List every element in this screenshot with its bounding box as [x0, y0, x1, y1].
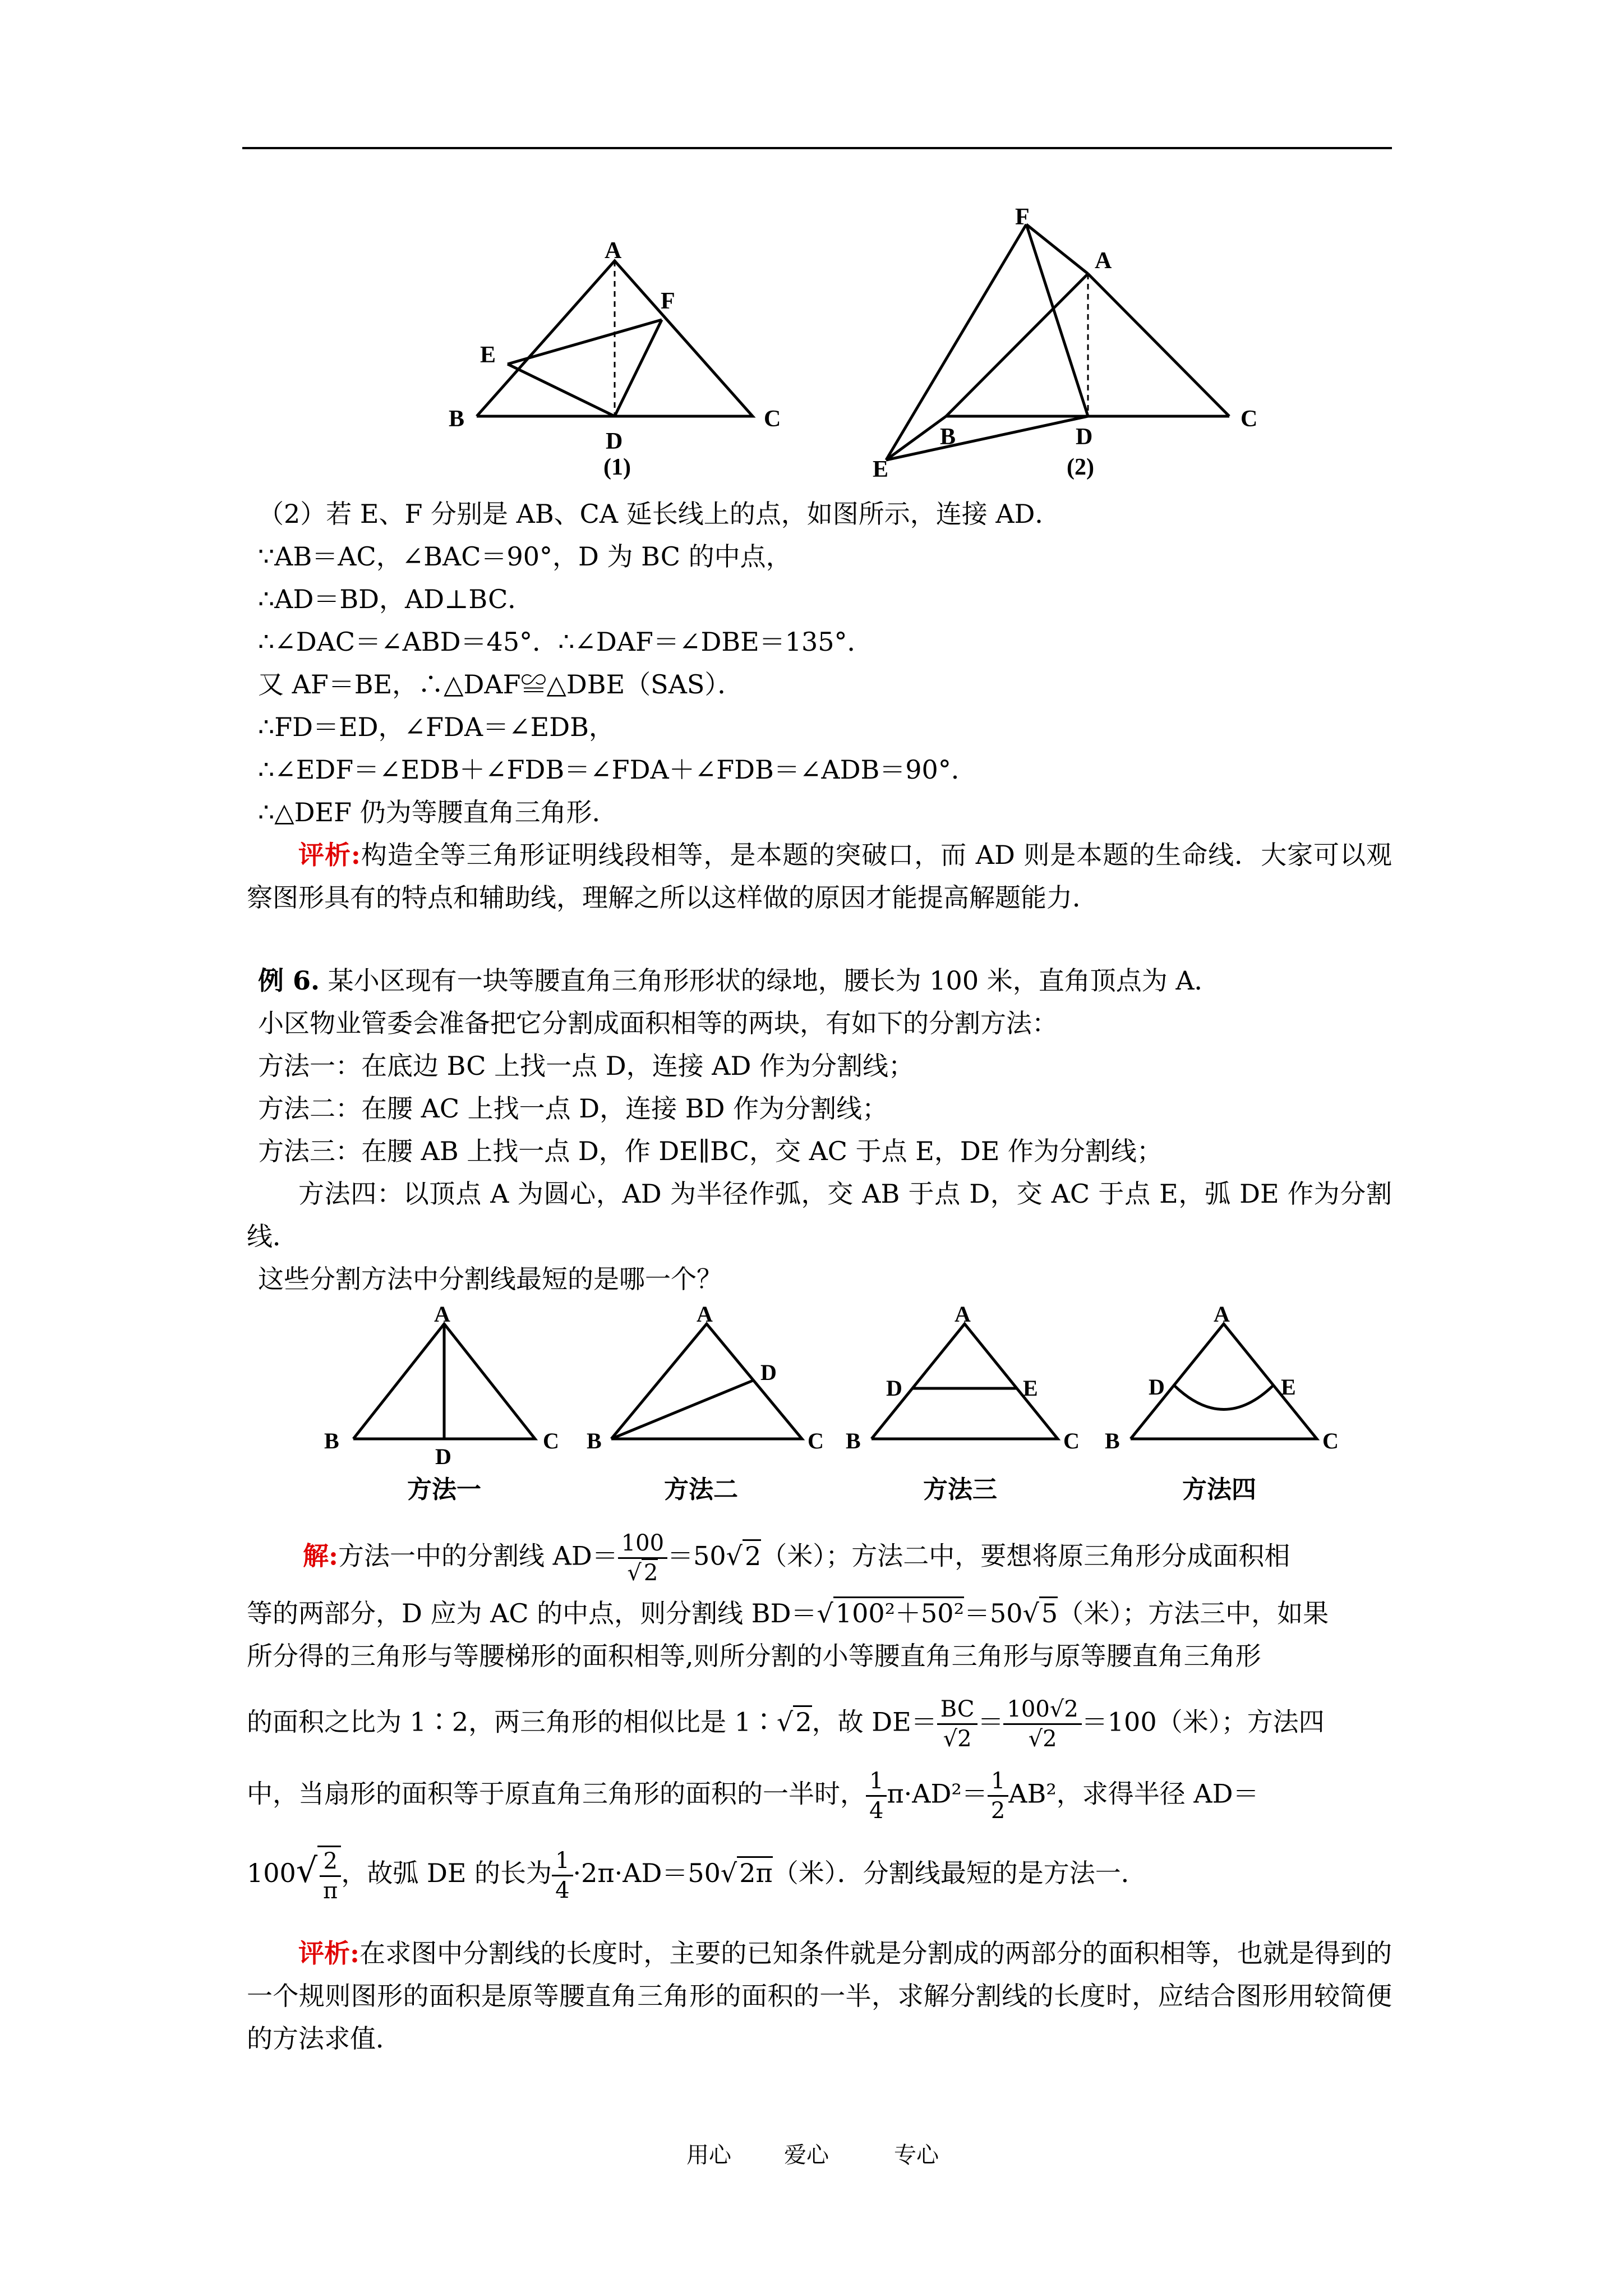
- example-6-line-2: 小区物业管委会准备把它分割成面积相等的两块，有如下的分割方法：: [258, 1008, 1058, 1038]
- m3-label-b: B: [846, 1428, 861, 1453]
- m3-label-a: A: [955, 1301, 971, 1327]
- fig1-label-d: D: [606, 429, 623, 454]
- solution-line-2: 等的两部分，D 应为 AC 的中点，则分割线 BD＝√100²＋50²＝50√5（米）；方法三中，如果: [247, 1592, 1329, 1635]
- m4-label-d: D: [1149, 1374, 1165, 1400]
- comment-1-text: 构造全等三角形证明线段相等，是本题的突破口，而 AD 则是本题的生命线．大家可以观察图形具有的特点和辅助线，理解之所以这样做的原因才能提高解题能力．: [247, 840, 1392, 913]
- m4-label-a: A: [1214, 1301, 1230, 1327]
- proof-line-1: （2）若 E、F 分别是 AB、CA 延长线上的点，如图所示，连接 AD．: [258, 499, 1061, 529]
- solution-line-6: 100√ $\frac{2}{\pi}$ ，故弧 DE 的长为 $\frac{1}{4}$ ·2π·AD＝50√2π（米）．分割线最短的是方法一．: [247, 1846, 1147, 1905]
- m1-label-b: B: [324, 1428, 339, 1453]
- fig2-label-a: A: [1095, 248, 1112, 274]
- fig1-label-b: B: [449, 406, 465, 432]
- fig1-label-f: F: [661, 288, 675, 314]
- proof-line-6: ∴FD＝ED，∠FDA＝∠EDB，: [258, 712, 615, 742]
- example-6-method-4: 方法四：以顶点 A 为圆心，AD 为半径作弧，交 AB 于点 D，交 AC 于点 E，弧 DE 作为分割线．: [247, 1179, 1392, 1251]
- fig1-caption: (1): [603, 454, 631, 480]
- proof-line-3: ∴AD＝BD，AD⊥BC．: [258, 584, 534, 614]
- fig2-label-b: B: [940, 424, 956, 450]
- m1-label-a: A: [434, 1301, 450, 1327]
- fig2-label-d: D: [1076, 424, 1093, 450]
- fig1-label-c: C: [764, 406, 781, 432]
- m4-label-c: C: [1322, 1428, 1339, 1453]
- m2-label-d: D: [760, 1360, 777, 1385]
- proof-line-8: ∴△DEF 仍为等腰直角三角形．: [258, 797, 618, 827]
- example-6-line-4: 方法二：在腰 AC 上找一点 D，连接 BD 作为分割线；: [258, 1093, 888, 1124]
- proof-line-5: 又 AF＝BE，∴△DAF≌△DBE（SAS）．: [258, 669, 744, 700]
- m4-label-b: B: [1105, 1428, 1120, 1453]
- m3-caption: 方法三: [923, 1475, 997, 1504]
- example-6-text: 某小区现有一块等腰直角三角形形状的绿地，腰长为 100 米，直角顶点为 A．: [328, 965, 1220, 996]
- figure-2: [864, 202, 1312, 482]
- m2-label-c: C: [808, 1428, 824, 1453]
- comment-1-label: 评析:: [298, 840, 361, 870]
- fig2-label-c: C: [1241, 406, 1258, 432]
- header-rule: [242, 147, 1392, 149]
- m2-caption: 方法二: [664, 1475, 738, 1504]
- fig1-label-a: A: [605, 238, 622, 264]
- proof-line-7: ∴∠EDF＝∠EDB＋∠FDB＝∠FDA＋∠FDB＝∠ADB＝90°．: [258, 754, 977, 785]
- footer-item-2: 爱心: [784, 2142, 829, 2168]
- fig2-label-e: E: [873, 457, 889, 482]
- example-6-line-5: 方法三：在腰 AB 上找一点 D，作 DE∥BC，交 AC 于点 E，DE 作为分割线；: [258, 1136, 1163, 1166]
- m1-label-d: D: [435, 1444, 451, 1469]
- fig2-caption: (2): [1067, 454, 1094, 480]
- solution-line-4: 的面积之比为 1∶2，两三角形的相似比是 1∶√2，故 DE＝ $\frac{BC}{√2}$ ＝ $\frac{100√2}{√2}$ ＝100（米）；方法四: [247, 1696, 1325, 1752]
- solution-label: 解:: [303, 1540, 338, 1571]
- m2-label-b: B: [587, 1428, 602, 1453]
- m1-label-c: C: [543, 1428, 559, 1453]
- example-6-first-line: [258, 959, 1220, 1002]
- m3-label-c: C: [1063, 1428, 1080, 1453]
- comment-1: [247, 834, 1392, 919]
- solution-line-5: 中，当扇形的面积等于原直角三角形的面积的一半时， $\frac{1}{4}$ π·AD²＝ $\frac{1}{2}$ AB²，求得半径 AD＝: [247, 1768, 1259, 1824]
- solution-line-3: 所分得的三角形与等腰梯形的面积相等,则所分割的小等腰直角三角形与原等腰直角三角形: [247, 1641, 1261, 1671]
- m4-label-e: E: [1281, 1374, 1296, 1400]
- example-6-question: 这些分割方法中分割线最短的是哪一个？: [258, 1264, 722, 1294]
- proof-line-4: ∴∠DAC＝∠ABD＝45°．∴∠DAF＝∠DBE＝135°．: [258, 627, 873, 657]
- m4-caption: 方法四: [1182, 1475, 1256, 1504]
- solution-line-1: 解:方法一中的分割线 AD＝ $\frac{100}{√ 2}$ ＝50√2（米）；方法二中，要想将原三角形分成面积相: [303, 1530, 1290, 1586]
- example-6-label: 例 6.: [258, 965, 320, 996]
- m3-label-d: D: [886, 1375, 902, 1401]
- footer-item-3: 专心: [894, 2142, 939, 2168]
- comment-2-text: 在求图中分割线的长度时，主要的已知条件就是分割成的两部分的面积相等，也就是得到的一个规则图形的面积是原等腰直角三角形的面积的一半，求解分割线的长度时，应结合图形用较简便的方法求值．: [247, 1938, 1392, 2054]
- proof-line-2: ∵AB＝AC，∠BAC＝90°，D 为 BC 的中点，: [258, 541, 792, 572]
- comment-2: [247, 1932, 1392, 2060]
- comment-2-label: 评析:: [298, 1938, 360, 1968]
- m3-label-e: E: [1023, 1375, 1038, 1401]
- methods-figure: [314, 1301, 1368, 1509]
- fig2-label-f: F: [1015, 204, 1030, 230]
- fig1-label-e: E: [480, 342, 496, 368]
- m2-label-a: A: [697, 1301, 713, 1327]
- example-6-line-3: 方法一：在底边 BC 上找一点 D，连接 AD 作为分割线；: [258, 1051, 914, 1081]
- m1-caption: 方法一: [407, 1475, 481, 1504]
- figure-1: [426, 236, 808, 482]
- footer-item-1: 用心: [686, 2142, 731, 2168]
